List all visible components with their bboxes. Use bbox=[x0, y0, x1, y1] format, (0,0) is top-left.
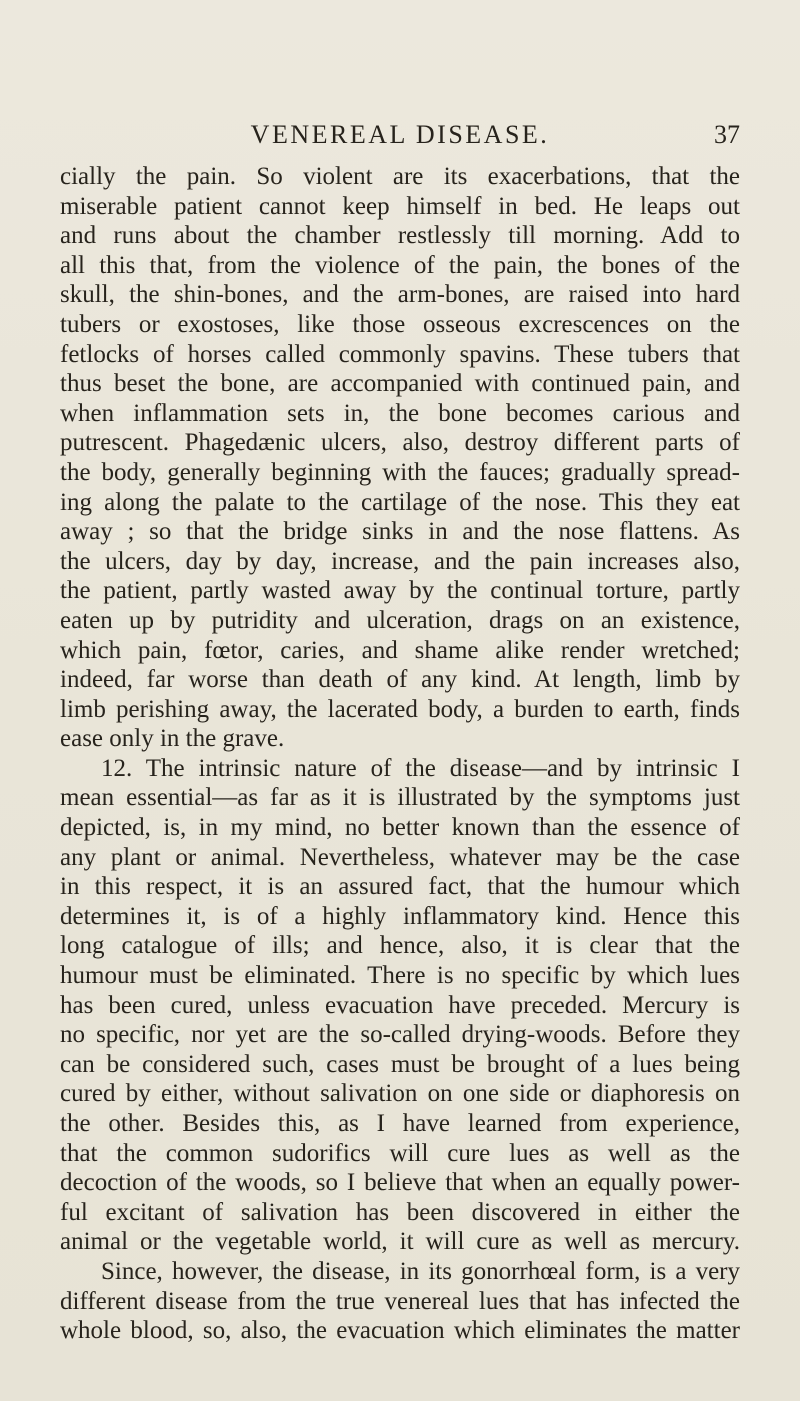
text-line bbox=[60, 458, 740, 488]
text-line-content: the body, generally beginning with the fauces; gradually spread- bbox=[60, 458, 740, 486]
text-line-content: can be considered such, cases must be brought of a lues being bbox=[60, 1050, 740, 1078]
text-line-content: the ulcers, day by day, increase, and the pain increases also, bbox=[60, 547, 740, 575]
text-line-content: fetlocks of horses called commonly spavins. These tubers that bbox=[60, 340, 740, 368]
body-text bbox=[60, 162, 740, 1346]
text-line-content: Since, however, the disease, in its gonorrhœal form, is a very bbox=[101, 1257, 740, 1285]
text-line bbox=[60, 665, 740, 695]
text-line bbox=[60, 251, 740, 281]
text-line-content: the patient, partly wasted away by the continual torture, partly bbox=[60, 577, 740, 605]
text-line bbox=[60, 369, 740, 399]
text-line-content: in this respect, it is an assured fact, that the humour which bbox=[60, 873, 740, 901]
text-line bbox=[60, 280, 740, 310]
running-head: VENEREAL DISEASE. bbox=[250, 120, 550, 149]
text-line-content: ease only in the grave. bbox=[60, 725, 285, 753]
text-line bbox=[60, 547, 740, 577]
text-line-content: tubers or exostoses, like those osseous excrescences on the bbox=[60, 310, 740, 338]
text-line-content: any plant or animal. Nevertheless, whatever may be the case bbox=[60, 843, 740, 871]
text-line-content: has been cured, unless evacuation have preceded. Mercury is bbox=[60, 991, 740, 1019]
text-line-content: animal or the vegetable world, it will cure as well as mercury. bbox=[60, 1228, 740, 1256]
text-line bbox=[60, 961, 740, 991]
text-line bbox=[60, 428, 740, 458]
text-line bbox=[60, 902, 740, 932]
text-line-content: that the common sudorifics will cure lues as well as the bbox=[60, 1139, 740, 1167]
text-line bbox=[60, 754, 740, 784]
text-line bbox=[60, 606, 740, 636]
text-line bbox=[60, 162, 740, 192]
text-line bbox=[60, 783, 740, 813]
text-line bbox=[60, 1227, 740, 1257]
text-line-content: when inflammation sets in, the bone becomes carious and bbox=[60, 399, 740, 427]
text-line bbox=[60, 340, 740, 370]
text-line-content: cured by either, without salivation on one side or diaphoresis on bbox=[60, 1080, 740, 1108]
text-line-content: 12. The intrinsic nature of the disease—and by intrinsic I bbox=[101, 754, 740, 782]
text-line bbox=[60, 1198, 740, 1228]
text-line bbox=[60, 221, 740, 251]
text-line bbox=[60, 1316, 740, 1346]
text-line-content: mean essential—as far as it is illustrated by the symptoms just bbox=[60, 784, 740, 812]
text-line bbox=[60, 1050, 740, 1080]
text-line-content: depicted, is, in my mind, no better known than the essence of bbox=[60, 814, 740, 842]
text-line-content: eaten up by putridity and ulceration, drags on an existence, bbox=[60, 606, 740, 634]
text-line bbox=[60, 872, 740, 902]
text-line-content: which pain, fœtor, caries, and shame alike render wretched; bbox=[60, 636, 740, 664]
text-line bbox=[60, 399, 740, 429]
text-line-content: skull, the shin-bones, and the arm-bones, are raised into hard bbox=[60, 281, 740, 309]
text-line-content: putrescent. Phagedænic ulcers, also, destroy different parts of bbox=[60, 429, 740, 457]
text-line-content: thus beset the bone, are accompanied with continued pain, and bbox=[60, 370, 740, 398]
text-line-content: miserable patient cannot keep himself in bed. He leaps out bbox=[60, 192, 740, 220]
text-line-content: whole blood, so, also, the evacuation which eliminates the matter bbox=[60, 1317, 740, 1345]
text-line bbox=[60, 310, 740, 340]
text-line bbox=[60, 1139, 740, 1169]
text-line bbox=[60, 1109, 740, 1139]
text-line-content: ful excitant of salivation has been discovered in either the bbox=[60, 1198, 740, 1226]
text-line bbox=[60, 843, 740, 873]
text-line-content: no specific, nor yet are the so-called drying-woods. Before they bbox=[60, 1021, 740, 1049]
text-line-content: ing along the palate to the cartilage of the nose. This they eat bbox=[60, 488, 740, 516]
text-line bbox=[60, 1168, 740, 1198]
text-line bbox=[60, 517, 740, 547]
text-line-content: limb perishing away, the lacerated body, a burden to earth, finds bbox=[60, 695, 740, 723]
text-line bbox=[60, 931, 740, 961]
page-header bbox=[60, 118, 740, 152]
text-line-content: cially the pain. So violent are its exacerbations, that the bbox=[60, 163, 740, 190]
text-line-content: different disease from the true venereal lues that has infected the bbox=[60, 1287, 740, 1315]
text-line-content: and runs about the chamber restlessly till morning. Add to bbox=[60, 222, 740, 250]
text-line-content: away ; so that the bridge sinks in and the nose flattens. As bbox=[60, 518, 740, 546]
text-line bbox=[60, 488, 740, 518]
text-line bbox=[60, 192, 740, 222]
text-line bbox=[60, 1020, 740, 1050]
text-line-content: decoction of the woods, so I believe that when an equally power- bbox=[60, 1169, 740, 1197]
text-line bbox=[60, 636, 740, 666]
text-line-content: all this that, from the violence of the pain, the bones of the bbox=[60, 251, 740, 279]
text-line bbox=[60, 576, 740, 606]
text-line bbox=[60, 724, 740, 754]
text-line bbox=[60, 813, 740, 843]
text-line bbox=[60, 1079, 740, 1109]
text-line bbox=[60, 1257, 740, 1287]
text-line bbox=[60, 695, 740, 725]
text-line-content: humour must be eliminated. There is no specific by which lues bbox=[60, 962, 740, 990]
text-line bbox=[60, 1287, 740, 1317]
text-line bbox=[60, 991, 740, 1021]
text-line-content: indeed, far worse than death of any kind. At length, limb by bbox=[60, 666, 740, 694]
page-number: 37 bbox=[714, 120, 740, 149]
text-line-content: the other. Besides this, as I have learned from experience, bbox=[60, 1110, 740, 1137]
text-line-content: determines it, is of a highly inflammatory kind. Hence this bbox=[60, 902, 740, 930]
text-line-content: long catalogue of ills; and hence, also, it is clear that the bbox=[60, 932, 740, 960]
